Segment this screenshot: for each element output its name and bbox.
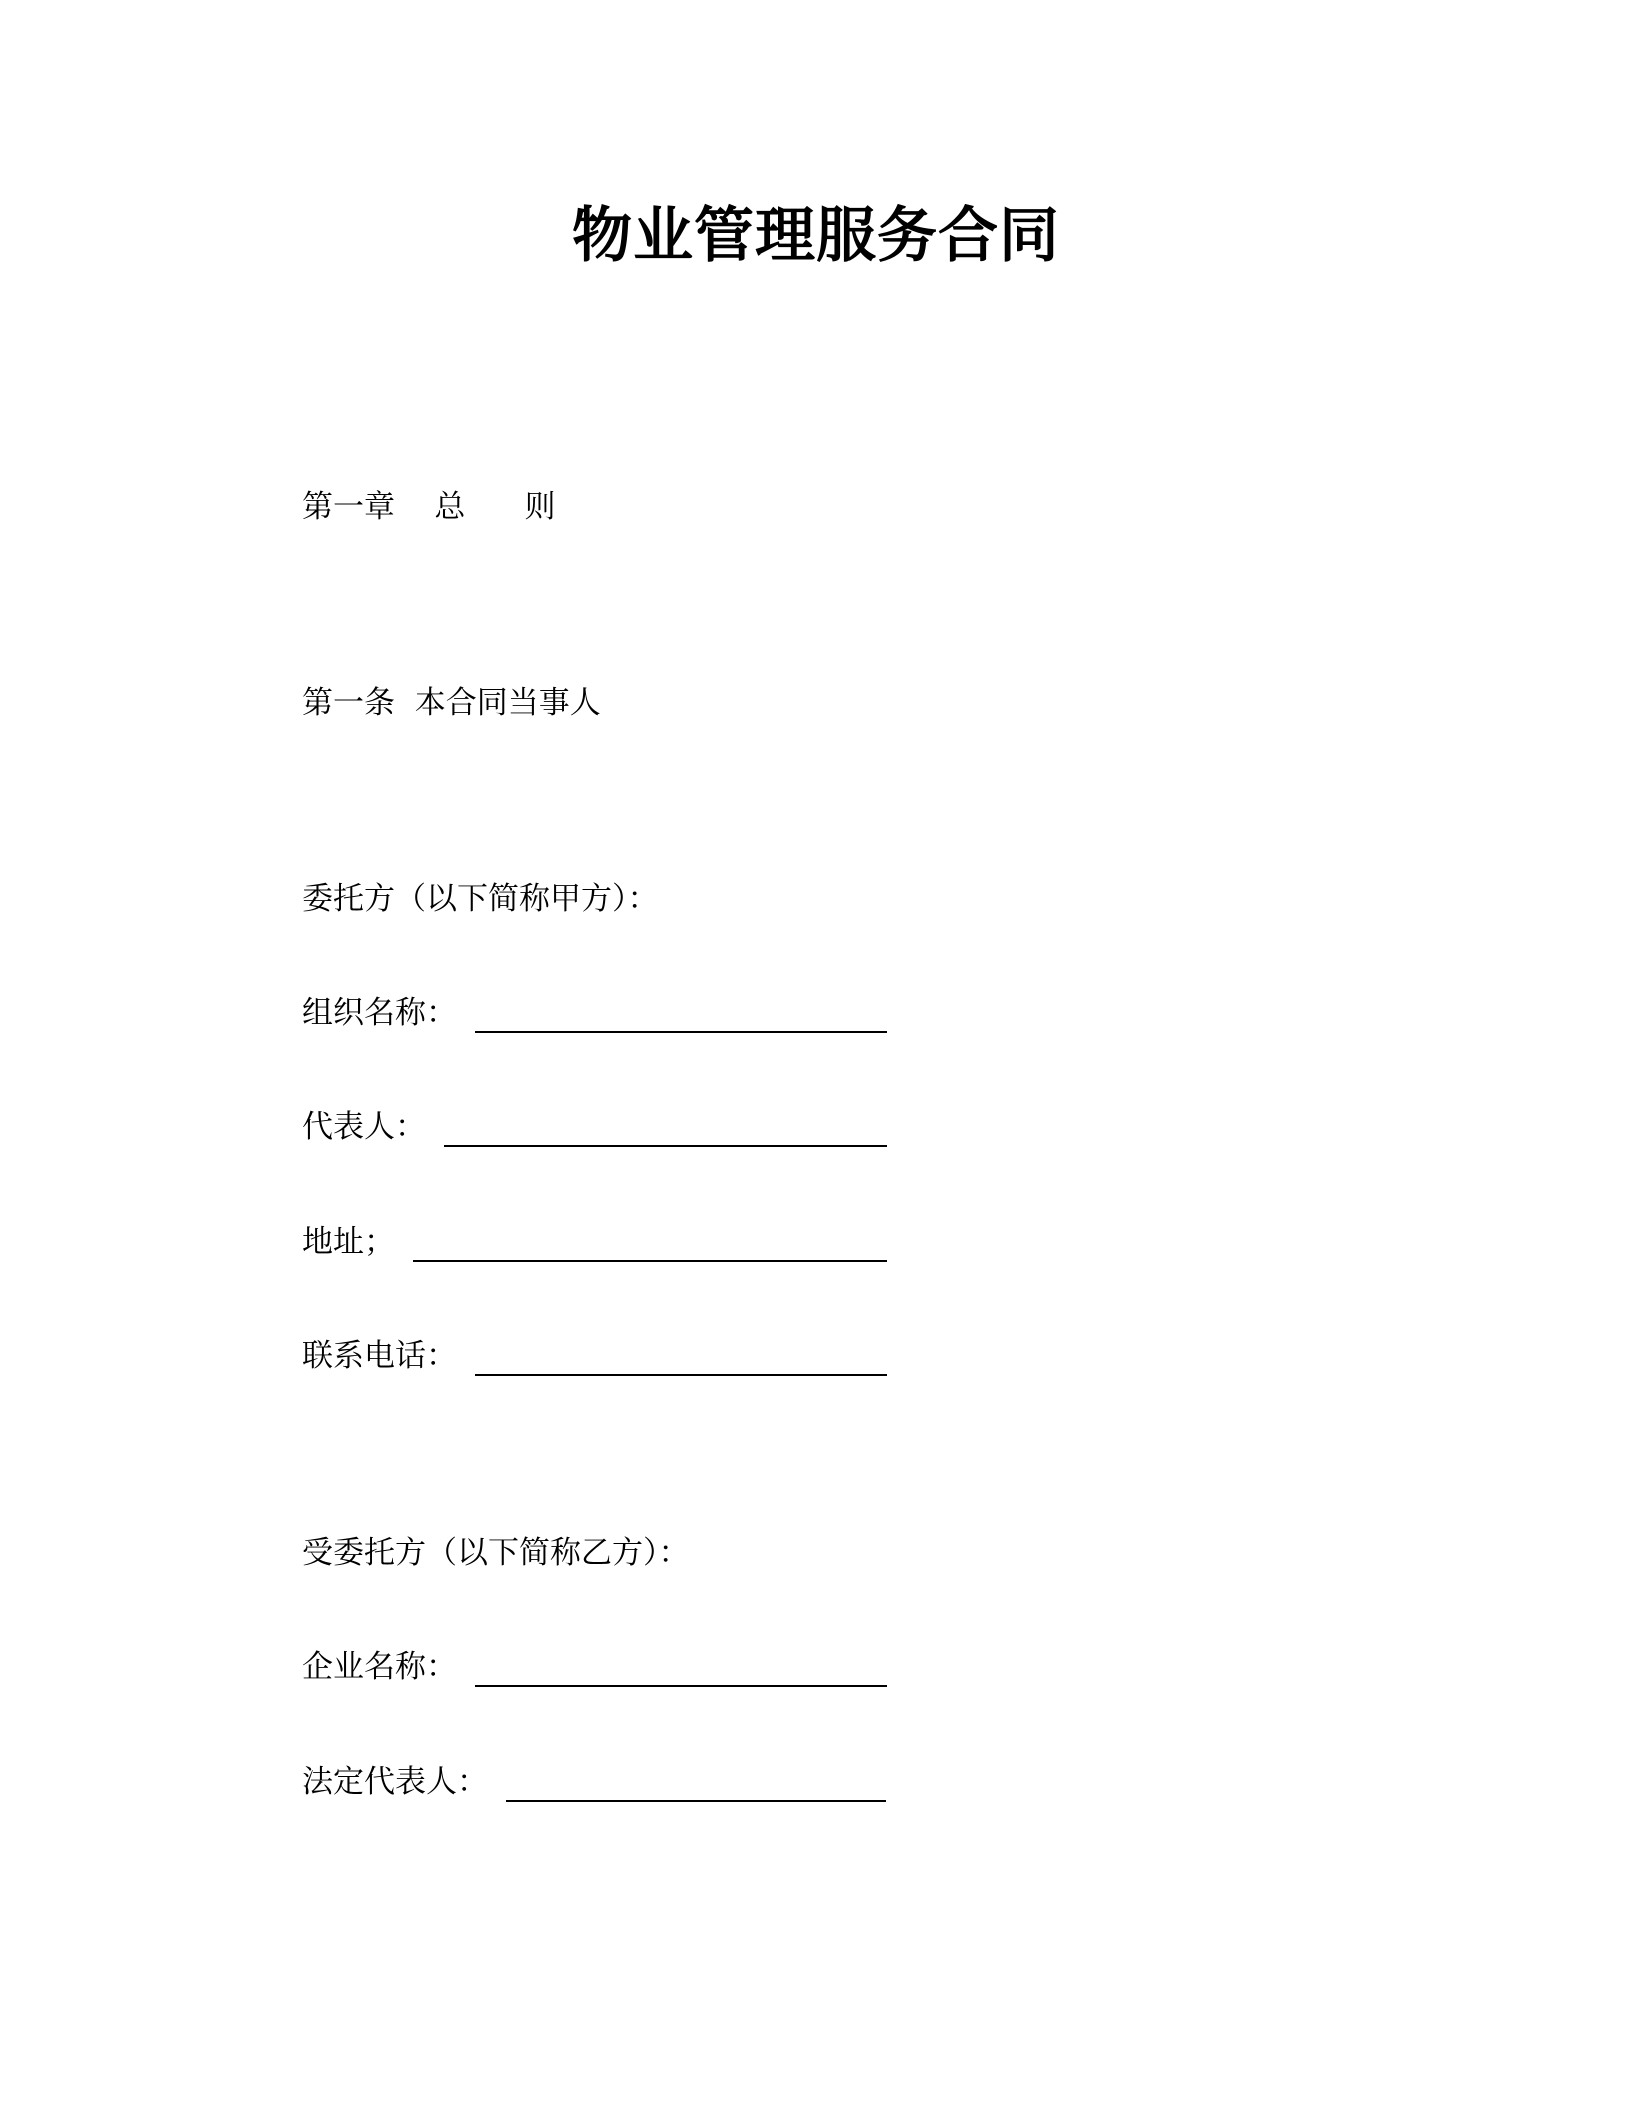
field-label: 组织名称： bbox=[302, 995, 457, 1031]
field-label: 法定代表人： bbox=[302, 1764, 488, 1800]
legal-representative-blank[interactable] bbox=[506, 1770, 886, 1802]
party-a-organization-name-field bbox=[302, 993, 887, 1033]
field-label: 企业名称： bbox=[302, 1649, 457, 1685]
field-label: 联系电话： bbox=[302, 1338, 457, 1374]
party-b-heading: 受委托方（以下简称乙方）： bbox=[302, 1535, 690, 1571]
party-a-phone-field bbox=[302, 1336, 887, 1376]
party-a-address-field bbox=[302, 1222, 887, 1262]
party-b-legal-representative-field bbox=[302, 1762, 886, 1802]
chapter-heading: 第一章 总 则 bbox=[302, 489, 556, 525]
party-a-representative-field bbox=[302, 1107, 887, 1147]
company-name-blank[interactable] bbox=[475, 1655, 887, 1687]
representative-blank[interactable] bbox=[444, 1115, 887, 1147]
document-title: 物业管理服务合同 bbox=[572, 201, 1060, 271]
phone-blank[interactable] bbox=[475, 1344, 887, 1376]
article-heading: 第一条 本合同当事人 bbox=[302, 685, 601, 721]
field-label: 地址； bbox=[302, 1224, 395, 1260]
organization-name-blank[interactable] bbox=[475, 1001, 887, 1033]
address-blank[interactable] bbox=[413, 1230, 887, 1262]
party-b-company-name-field bbox=[302, 1647, 887, 1687]
party-a-heading: 委托方（以下简称甲方）： bbox=[302, 881, 659, 917]
field-label: 代表人： bbox=[302, 1109, 426, 1145]
